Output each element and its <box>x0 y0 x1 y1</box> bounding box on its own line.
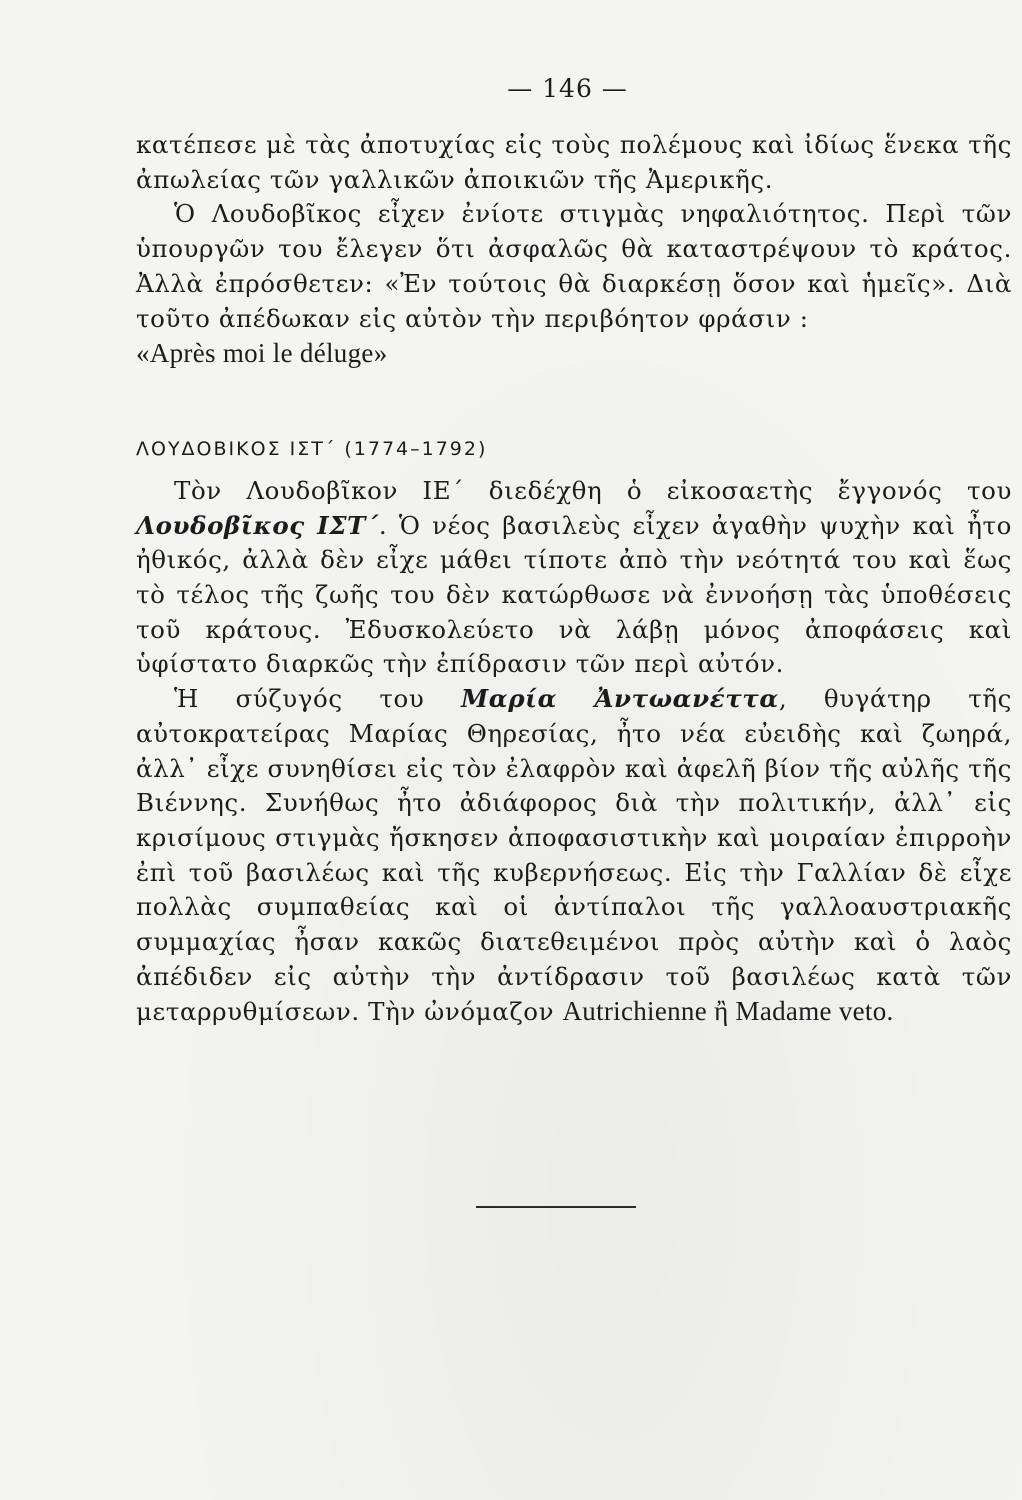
queen-name: Μαρία Ἀντωανέττα <box>461 684 779 714</box>
paragraph-4 <box>136 682 1012 1030</box>
paragraph-3-intro: Τὸν Λουδοβῖκον ΙΕ΄ διεδέχθη ὁ εἰκοσαετὴς ἔγγονός του <box>174 475 1012 505</box>
section-heading: ΛΟΥΔΟΒΙΚΟΣ ΙΣΤ΄ (1774–1792) <box>136 437 488 460</box>
end-rule <box>476 1206 636 1208</box>
paragraph-3-rest: . Ὁ νέος βασιλεὺς εἶχεν ἀγαθὴν ψυχὴν καὶ ἦτο ἠθικός, ἀλλὰ δὲν εἶχε μάθει τίποτε ἀπὸ τὴν νεότητά του καὶ ἕως τὸ τέλος τῆς ζωῆς του δὲν κατώρθωσε νὰ ἐννοήσῃ τὰς ὑποθέσεις τοῦ κράτους. Ἐδυσκολεύετο νὰ λάβῃ μόνος ἀποφάσεις καὶ ὑφίστατο διαρκῶς τὴν ἐπίδρασιν τῶν περὶ αὐτόν. <box>136 510 1013 679</box>
page-number: — 146 — <box>507 74 628 103</box>
latin-quote: «Après moi le déluge» <box>136 338 388 369</box>
body-text <box>136 128 1012 1030</box>
paragraph-2 <box>136 197 1012 372</box>
paragraph-1: κατέπεσε μὲ τὰς ἀποτυχίας εἰς τοὺς πολέμους καὶ ἰδίως ἕνεκα τῆς ἀπωλείας τῶν γαλλικῶν ἀποικιῶν τῆς Ἀμερικῆς. <box>136 130 1012 194</box>
paragraph-4-rest: , θυγάτηρ τῆς αὐτοκρατείρας Μαρίας Θηρεσίας, ἦτο νέα εὐειδὴς καὶ ζωηρά, ἀλλ᾽ εἶχε συνηθίσει εἰς τὸν ἐλαφρὸν καὶ ἀφελῆ βίον τῆς αὐλῆς τῆς Βιέννης. Συνήθως ἦτο ἀδιάφορος διὰ τὴν πολιτικήν, ἀλλ᾽ εἰς κρισίμους στιγμὰς ἤσκησεν ἀποφασιστικὴν καὶ μοιραίαν ἐπιρροὴν ἐπὶ τοῦ βασιλέως καὶ τῆς κυβερνήσεως. Εἰς τὴν Γαλλίαν δὲ εἶχε πολλὰς συμπαθείας καὶ οἱ ἀντίπαλοι τῆς γαλλοαυστριακῆς συμμαχίας ἦσαν κακῶς διατεθειμένοι πρὸς αὐτὴν καὶ ὁ λαὸς ἀπέδιδεν εἰς αὐτὴν τὴν ἀντίδρασιν τοῦ βασιλέως κατὰ τῶν μεταρρυθμίσεων. Τὴν ὠνόμαζον <box>136 684 1013 1027</box>
paragraph-3 <box>136 474 1012 682</box>
latin-nicknames: Autrichienne ἢ Madame veto. <box>562 996 894 1027</box>
paragraph-2-text: Ὁ Λουδοβῖκος εἶχεν ἐνίοτε στιγμὰς νηφαλιότητος. Περὶ τῶν ὑπουργῶν του ἔλεγεν ὅτι ἀσφαλῶς θὰ καταστρέψουν τὸ κράτος. Ἀλλὰ ἐπρόσθετεν: «Ἐν τούτοις θὰ διαρκέσῃ ὅσον καὶ ἡμεῖς». Διὰ τοῦτο ἀπέδωκαν εἰς αὐτὸν τὴν περιβόητον φράσιν : <box>136 199 1012 333</box>
paragraph-4-intro: Ἡ σύζυγός του <box>174 684 462 714</box>
king-name: Λουδοβῖκος ΙΣΤ΄ <box>136 510 379 540</box>
